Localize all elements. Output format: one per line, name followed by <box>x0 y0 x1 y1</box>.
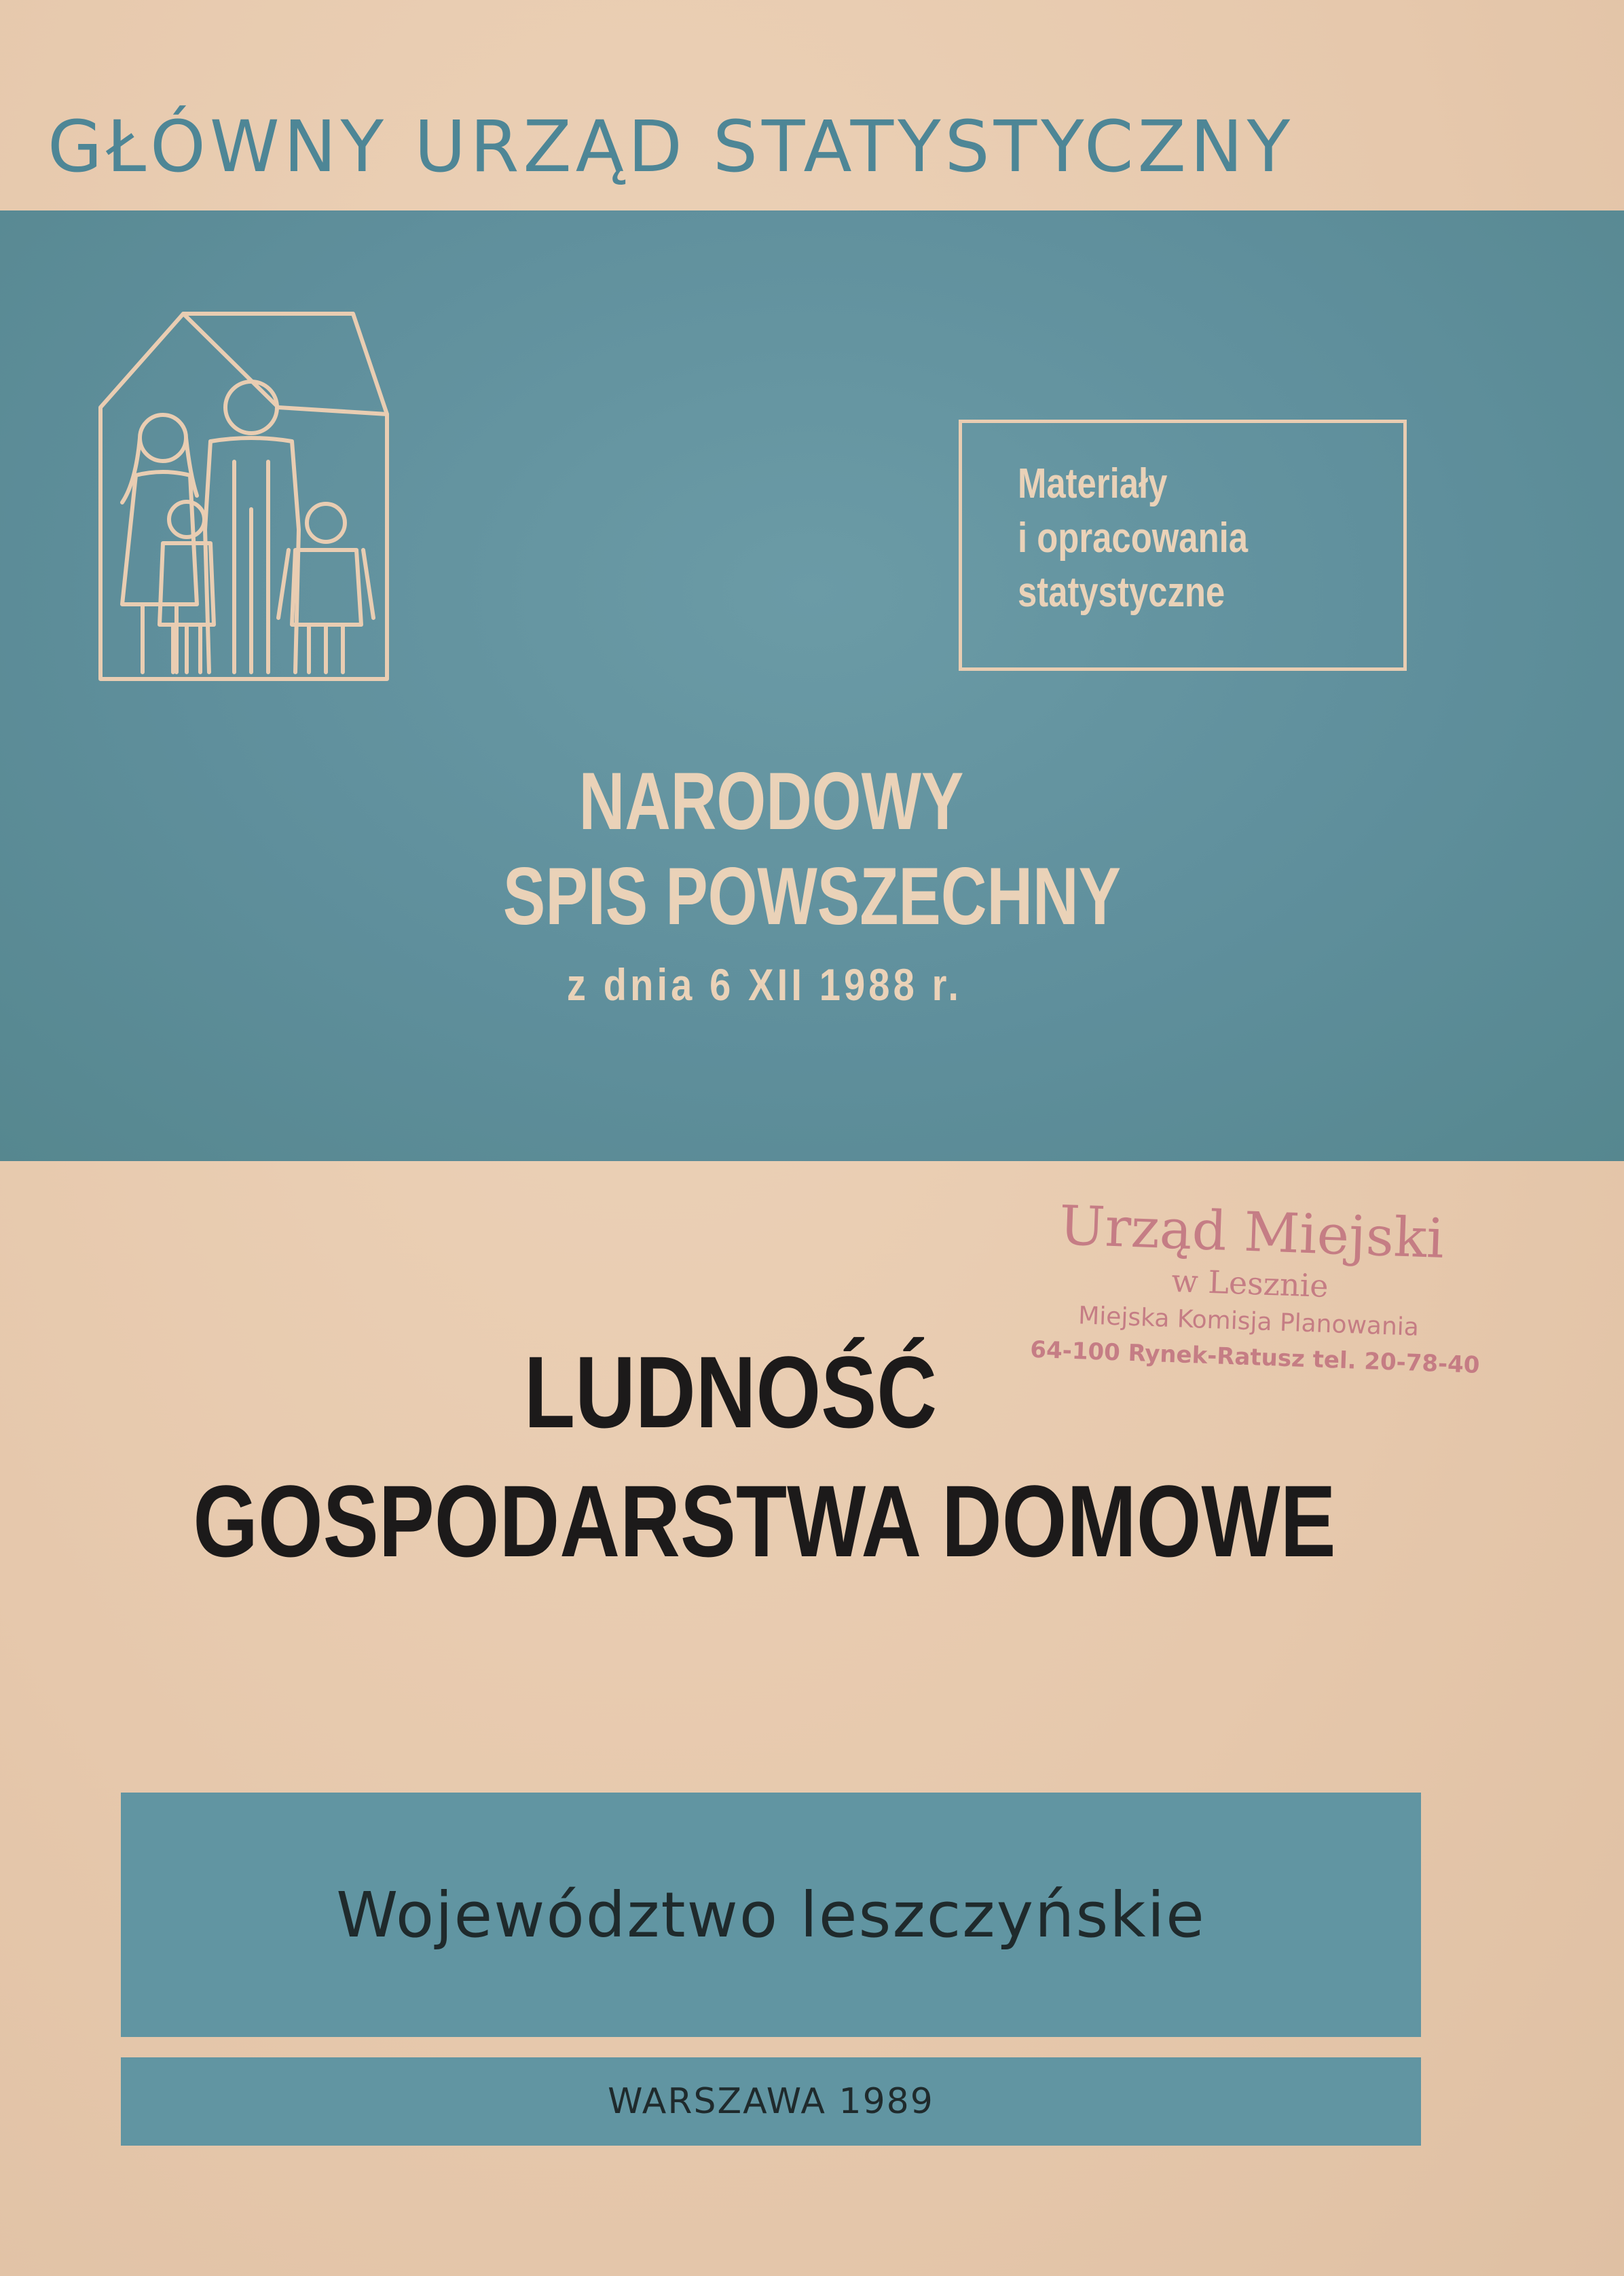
census-line-1: NARODOWY <box>578 756 964 847</box>
census-line-2: SPIS POWSZECHNY <box>502 851 1122 942</box>
census-date: z dnia 6 XII 1988 r. <box>566 959 963 1010</box>
place-year: WARSZAWA 1989 <box>608 2081 934 2122</box>
stamp-line-4: 64-100 Rynek-Ratusz tel. 20-78-40 <box>1029 1336 1481 1379</box>
family-house-logo-icon <box>95 306 394 686</box>
series-box <box>959 420 1407 671</box>
stamp-line-3: Miejska Komisja Planowania <box>1077 1302 1420 1342</box>
place-year-band <box>121 2057 1421 2146</box>
series-line: Materiały <box>1018 460 1168 507</box>
title-line-2: GOSPODARSTWA DOMOWE <box>193 1464 1336 1578</box>
census-title <box>0 754 1624 1018</box>
title-line-1: LUDNOŚĆ <box>523 1335 938 1449</box>
region-name: Województwo leszczyńskie <box>336 1878 1206 1951</box>
series-line: i opracowania <box>1018 515 1249 562</box>
publisher-name: GŁÓWNY URZĄD STATYSTYCZNY <box>48 105 1295 188</box>
region-band <box>121 1793 1421 2037</box>
series-line: statystyczne <box>1018 569 1225 616</box>
stamp-line-1: Urząd Miejski <box>1058 1194 1445 1270</box>
stamp-line-2: w Lesznie <box>1170 1262 1329 1305</box>
main-title <box>0 1331 1624 1589</box>
